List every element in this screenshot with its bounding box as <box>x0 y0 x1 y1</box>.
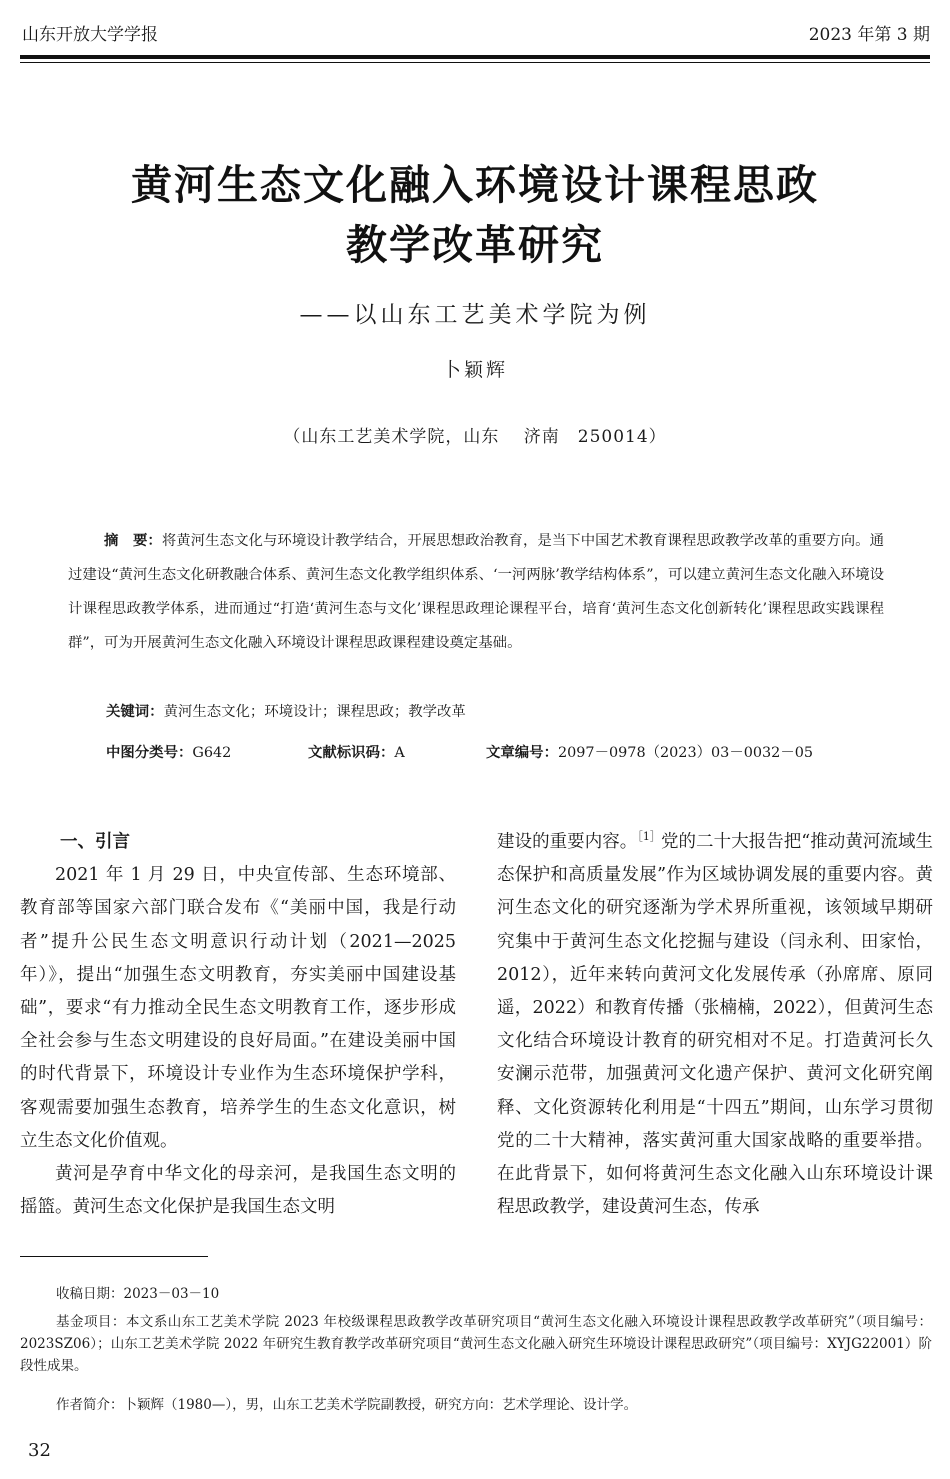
abstract <box>68 524 884 660</box>
clc-number <box>106 741 231 762</box>
right-column <box>497 826 933 1224</box>
paragraph-1: 2021 年 1 月 29 日，中央宣传部、生态环境部、教育部等国家六部门联合发布《“美丽中国，我是行动者”提升公民生态文明意识行动计划（2021—2025 年）》，提出“加强生态文明教育，夯实美丽中国建设基础”，要求“有力推动全民生态文明教育工作，逐步形成全社会参与生态文明建设的良好局面。”在建设美丽中国的时代背景下，环境设计专业作为生态环境保护学科，客观需要加强生态教育，培养学生的生态文化意识，树立生态文化价值观。 <box>20 865 456 1151</box>
doc-value: A <box>394 745 405 761</box>
header-rule-thick <box>20 55 930 59</box>
keywords <box>106 700 466 721</box>
reference-marker[interactable]: ［1］ <box>637 830 661 844</box>
journal-name: 山东开放大学学报 <box>22 25 158 45</box>
footnote-received: 收稿日期：2023－03－10 <box>56 1286 220 1302</box>
clc-value: G642 <box>192 745 232 761</box>
paragraph-continued-rest: 党的二十大报告把“推动黄河流域生态保护和高质量发展”作为区域协调发展的重要内容。黄河生态文化的研究逐渐为学术界所重视，该领域早期研究集中于黄河生态文化挖掘与建设（闫永利、田家怡，2012），近年来转向黄河文化发展传承（孙席席、原同遥，2022）和教育传播（张楠楠，2022），但黄河生态文化结合环境设计教育的研究相对不足。打造黄河长久安澜示范带，加强黄河文化遗产保护、黄河文化研究阐释、文化资源转化利用是“十四五”期间，山东学习贯彻党的二十大精神，落实黄河重大国家战略的重要举措。在此背景下，如何将黄河生态文化融入山东环境设计课程思政教学，建设黄河生态，传承 <box>497 832 934 1218</box>
paragraph-continued-start: 建设的重要内容。 <box>497 832 638 852</box>
abstract-text: 将黄河生态文化与环境设计教学结合，开展思想政治教育，是当下中国艺术教育课程思政教学改革的重要方向。通过建设“黄河生态文化研教融合体系、黄河生态文化教学组织体系、‘一河两脉’教学结构体系”，可以建立黄河生态文化融入环境设计课程思政教学体系，进而通过“打造‘黄河生态与文化’课程思政理论课程平台，培育‘黄河生态文化创新转化’课程思政实践课程群”，可为开展黄河生态文化融入环境设计课程思政课程建设奠定基础。 <box>68 533 884 651</box>
header-rule-thin <box>20 62 930 63</box>
footnote-fund: 基金项目：本文系山东工艺美术学院 2023 年校级课程思政教学改革研究项目“黄河生态文化融入环境设计课程思政教学改革研究”（项目编号：2023SZ06）；山东工艺美术学院 2022 年研究生教育教学改革研究项目“黄河生态文化融入研究生环境设计课程思政研究”（项目编号：XYJG22001）阶段性成果。 <box>20 1314 932 1374</box>
doc-label: 文献标识码： <box>308 745 395 761</box>
left-column <box>20 826 456 1224</box>
section-heading: 一、引言 <box>60 832 130 852</box>
keywords-text: 黄河生态文化；环境设计；课程思政；教学改革 <box>163 704 466 720</box>
issue-label: 2023 年第 3 期 <box>808 25 930 45</box>
subtitle: ——以山东工艺美术学院为例 <box>299 302 651 328</box>
doc-code <box>308 741 405 762</box>
page-number: 32 <box>28 1440 51 1461</box>
article-label: 文章编号： <box>486 745 558 761</box>
abstract-label: 摘 要： <box>104 533 162 549</box>
article-number <box>486 741 813 762</box>
title-line-2: 教学改革研究 <box>346 221 604 269</box>
keywords-label: 关键词： <box>106 704 164 720</box>
footnote-author-bio: 作者简介：卜颖辉（1980—），男，山东工艺美术学院副教授，研究方向：艺术学理论、设计学。 <box>56 1397 638 1413</box>
author-name: 卜颖辉 <box>441 359 508 381</box>
paragraph-2: 黄河是孕育中华文化的母亲河，是我国生态文明的摇篮。黄河生态文化保护是我国生态文明 <box>20 1164 456 1218</box>
footnote-rule <box>20 1256 208 1257</box>
article-value: 2097－0978（2023）03－0032－05 <box>557 745 814 761</box>
affiliation: （山东工艺美术学院，山东 济南 250014） <box>283 427 667 447</box>
paragraph-continued <box>497 826 933 1224</box>
title-line-1: 黄河生态文化融入环境设计课程思政 <box>131 161 819 209</box>
clc-label: 中图分类号： <box>106 745 193 761</box>
